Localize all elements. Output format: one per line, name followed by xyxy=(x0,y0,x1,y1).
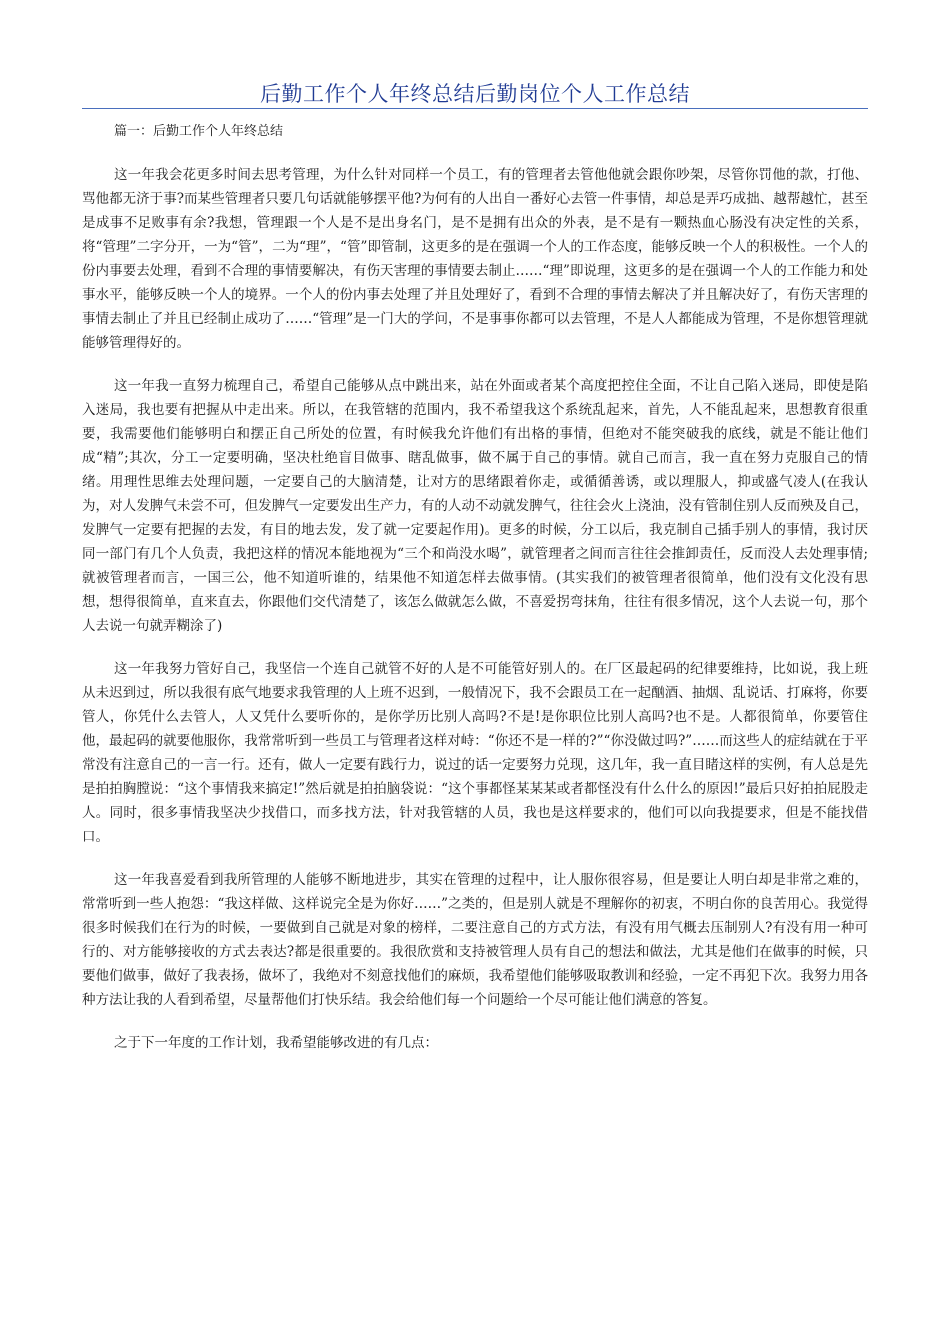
section-heading: 篇一：后勤工作个人年终总结 xyxy=(114,124,284,139)
paragraph-1: 这一年我会花更多时间去思考管理，为什么针对同样一个员工，有的管理者去管他他就会跟你吵架，尽管你罚他的款，打他、骂他都无济于事?而某些管理者只要几句话就能够摆平他?为何有的人出自一番好心去管一件事情，却总是弄巧成拙、越帮越忙，甚至是成事不足败事有余?我想，管理跟一个人是不是出身名门，是不是拥有出众的外表，是不是有一颗热血心肠没有决定性的关系，将“管理”二字分开，一为“管”，二为“理”，“管”即管制，这更多的是在强调一个人的工作态度，能够反映一个人的积极性。一个人的份内事要去处理，看到不合理的事情要解决，有伤天害理的事情要去制止……“理”即说理，这更多的是在强调一个人的工作能力和处事水平，能够反映一个人的境界。一个人的份内事去处理了并且处理好了，看到不合理的事情去解决了并且解决好了，有伤天害理的事情去制止了并且已经制止成功了……“管理”是一门大的学问，不是事事你都可以去管理，不是人人都能成为管理，不是你想管理就能够管理得好的。 xyxy=(82,167,868,351)
spacer xyxy=(82,144,868,163)
spacer xyxy=(82,355,868,374)
paragraph-2: 这一年我一直努力梳理自己，希望自己能够从点中跳出来，站在外面或者某个高度把控住全面，不让自己陷入迷局，即使是陷入迷局，我也要有把握从中走出来。所以，在我管辖的范围内，我不希望我这个系统乱起来，首先，人不能乱起来，思想教育很重要，我需要他们能够明白和摆正自己所处的位置，有时候我允许他们有出格的事情，但绝对不能突破我的底线，就是不能让他们成“精”;其次，分工一定要明确，坚决杜绝盲目做事、瞎乱做事，做不属于自己的事情。就自己而言，我一直在努力克服自己的情绪。用理性思维去处理问题，一定要自己的大脑清楚，让对方的思绪跟着你走，或循循善诱，或以理服人，抑或盛气凌人(在我认为，对人发脾气未尝不可，但发脾气一定要发出生产力，有的人动不动就发脾气，往往会火上浇油，没有管制住别人反而殃及自己，发脾气一定要有把握的去发，有目的地去发，发了就一定要起作用)。更多的时候，分工以后，我克制自己插手别人的事情，我讨厌同一部门有几个人负责，我把这样的情况本能地视为“三个和尚没水喝”，就管理者之间而言往往会推卸责任，反而没人去处理事情;就被管理者而言，一国三公，他不知道听谁的，结果他不知道怎样去做事情。(其实我们的被管理者很简单，他们没有文化没有思想，想得很简单，直来直去，你跟他们交代清楚了，该怎么做就怎么做，不喜爱拐弯抹角，往往有很多情况，这个人去说一句，那个人去说一句就弄糊涂了) xyxy=(82,378,868,634)
paragraph-3: 这一年我努力管好自己，我坚信一个连自己就管不好的人是不可能管好别人的。在厂区最起码的纪律要维持，比如说，我上班从未迟到过，所以我很有底气地要求我管理的人上班不迟到，一般情况下，我不会跟员工在一起酗酒、抽烟、乱说话、打麻将，你要管人，你凭什么去管人，人又凭什么要听你的，是你学历比别人高吗?不是!是你职位比别人高吗?也不是。人都很简单，你要管住他，最起码的就要他服你，我常常听到一些员工与管理者这样对峙：“你还不是一样的?”“你没做过吗?”……而这些人的症结就在于平常没有注意自己的一言一行。还有，做人一定要有践行力，说过的话一定要努力兑现，这几年，我一直目睹这样的实例，有人总是先是拍拍胸膛说：“这个事情我来搞定!”然后就是拍拍脑袋说：“这个事都怪某某某或者都怪没有什么什么的原因!”最后只好拍拍屁股走人。同时，很多事情我坚决少找借口，而多找方法，针对我管辖的人员，我也是这样要求的，他们可以向我提要求，但是不能找借口。 xyxy=(82,661,868,845)
paragraph-5: 之于下一年度的工作计划，我希望能够改进的有几点： xyxy=(114,1035,438,1051)
document-title: 后勤工作个人年终总结后勤岗位个人工作总结 xyxy=(260,82,690,106)
spacer xyxy=(82,1012,868,1031)
title-underline xyxy=(82,108,868,109)
paragraph-4: 这一年我喜爱看到我所管理的人能够不断地进步，其实在管理的过程中，让人服你很容易，但是要让人明白却是非常之难的，常常听到一些人抱怨：“我这样做、这样说完全是为你好……”之类的，但是别人就是不理解你的初衷，不明白你的良苦用心。我觉得很多时候我们在行为的时候，一要做到自己就是对象的榜样，二要注意自己的方式方法，有没有用气概去压制别人?有没有用一种可行的、对方能够接收的方式去表达?都是很重要的。我很欣赏和支持被管理人员有自己的想法和做法，尤其是他们在做事的时候，只要他们做事，做好了我表扬，做坏了，我绝对不刻意找他们的麻烦，我希望他们能够吸取教训和经验，一定不再犯下次。我努力用各种方法让我的人看到希望，尽量帮他们打快乐结。我会给他们每一个问题给一个尽可能让他们满意的答复。 xyxy=(82,872,868,1008)
spacer xyxy=(82,849,868,868)
spacer xyxy=(82,638,868,657)
document-body xyxy=(82,120,868,1055)
